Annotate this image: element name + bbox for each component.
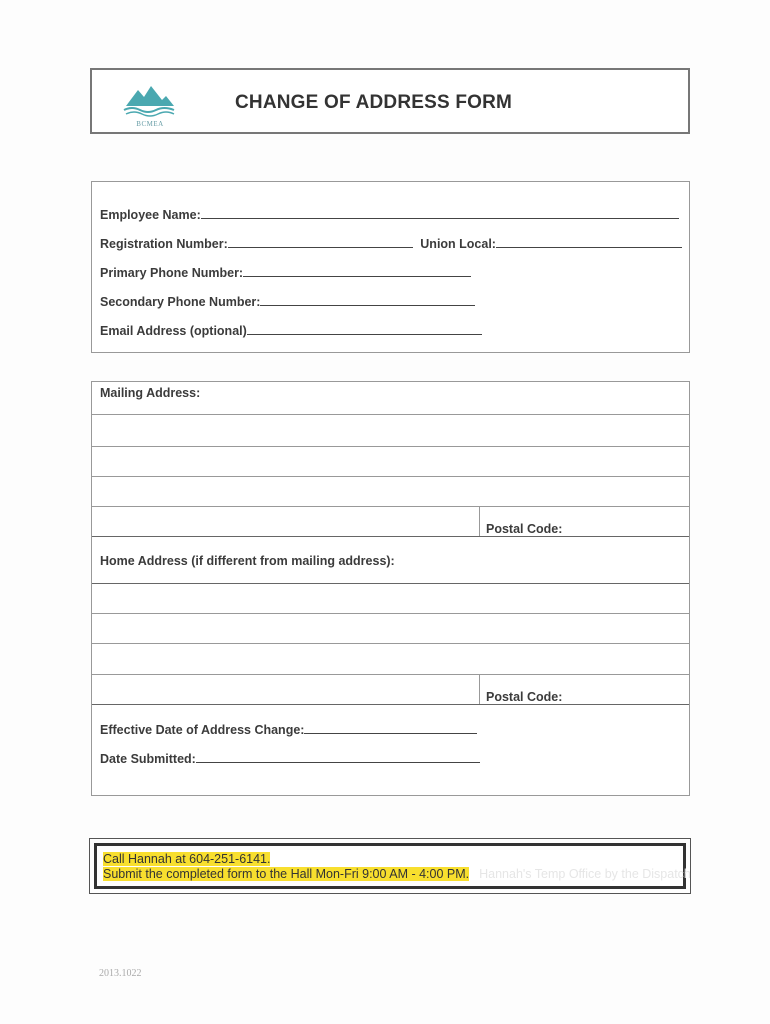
email-label: Email Address (optional)	[100, 324, 247, 338]
primary-phone-label: Primary Phone Number:	[100, 266, 244, 280]
faint-text: Hannah's Temp Office by the Dispatch	[479, 867, 691, 881]
effective-date-line[interactable]	[304, 721, 477, 734]
mailing-row-line-4[interactable]	[92, 506, 689, 507]
mountain-logo-icon	[122, 82, 178, 120]
registration-number-label: Registration Number:	[100, 237, 228, 251]
mailing-postal-divider	[479, 506, 480, 536]
email-field[interactable]	[100, 322, 482, 338]
employee-name-line[interactable]	[201, 206, 679, 219]
employee-name-label: Employee Name:	[100, 208, 201, 222]
submission-notice	[89, 838, 691, 894]
home-row-line-4[interactable]	[92, 674, 689, 675]
page-title: CHANGE OF ADDRESS FORM	[235, 92, 513, 113]
notice-line-1	[103, 852, 270, 866]
home-row-line-2[interactable]	[92, 613, 689, 614]
mailing-postal-code-label: Postal Code:	[486, 522, 563, 536]
primary-phone-line[interactable]	[243, 264, 471, 277]
mailing-row-line-2[interactable]	[92, 446, 689, 447]
section-divider-2	[92, 704, 689, 705]
secondary-phone-label: Secondary Phone Number:	[100, 295, 261, 309]
form-header	[90, 68, 690, 134]
home-row-line-3[interactable]	[92, 643, 689, 644]
primary-phone-field[interactable]	[100, 264, 471, 280]
home-address-label: Home Address (if different from mailing address):	[100, 554, 395, 568]
form-code: 2013.1022	[99, 968, 142, 979]
union-local-line[interactable]	[496, 235, 682, 248]
section-divider	[92, 536, 689, 537]
notice-line-2	[103, 867, 691, 881]
home-postal-divider	[479, 674, 480, 704]
secondary-phone-line[interactable]	[260, 293, 475, 306]
submit-hours-text: Submit the completed form to the Hall Mon-Fri 9:00 AM - 4:00 PM.	[103, 867, 470, 881]
email-line[interactable]	[247, 322, 482, 335]
date-submitted-line[interactable]	[196, 750, 480, 763]
notice-inner-border	[94, 843, 691, 889]
date-submitted-label: Date Submitted:	[100, 752, 196, 766]
logo-text: BCMEA	[136, 120, 164, 128]
home-row-line-1[interactable]	[92, 583, 689, 584]
bcmea-logo	[122, 82, 178, 128]
registration-number-field[interactable]	[100, 235, 682, 251]
employee-name-field[interactable]	[100, 206, 679, 222]
mailing-address-label: Mailing Address:	[100, 386, 201, 400]
date-submitted-field[interactable]	[100, 750, 480, 766]
secondary-phone-field[interactable]	[100, 293, 475, 309]
address-section	[91, 381, 690, 796]
effective-date-label: Effective Date of Address Change:	[100, 723, 305, 737]
union-local-label: Union Local:	[420, 237, 496, 251]
mailing-row-line-3[interactable]	[92, 476, 689, 477]
employee-info-section	[91, 181, 690, 353]
home-postal-code-label: Postal Code:	[486, 690, 563, 704]
call-hannah-text: Call Hannah at 604-251-6141.	[103, 852, 271, 866]
mailing-row-line-1[interactable]	[92, 414, 689, 415]
registration-number-line[interactable]	[228, 235, 413, 248]
effective-date-field[interactable]	[100, 721, 477, 737]
